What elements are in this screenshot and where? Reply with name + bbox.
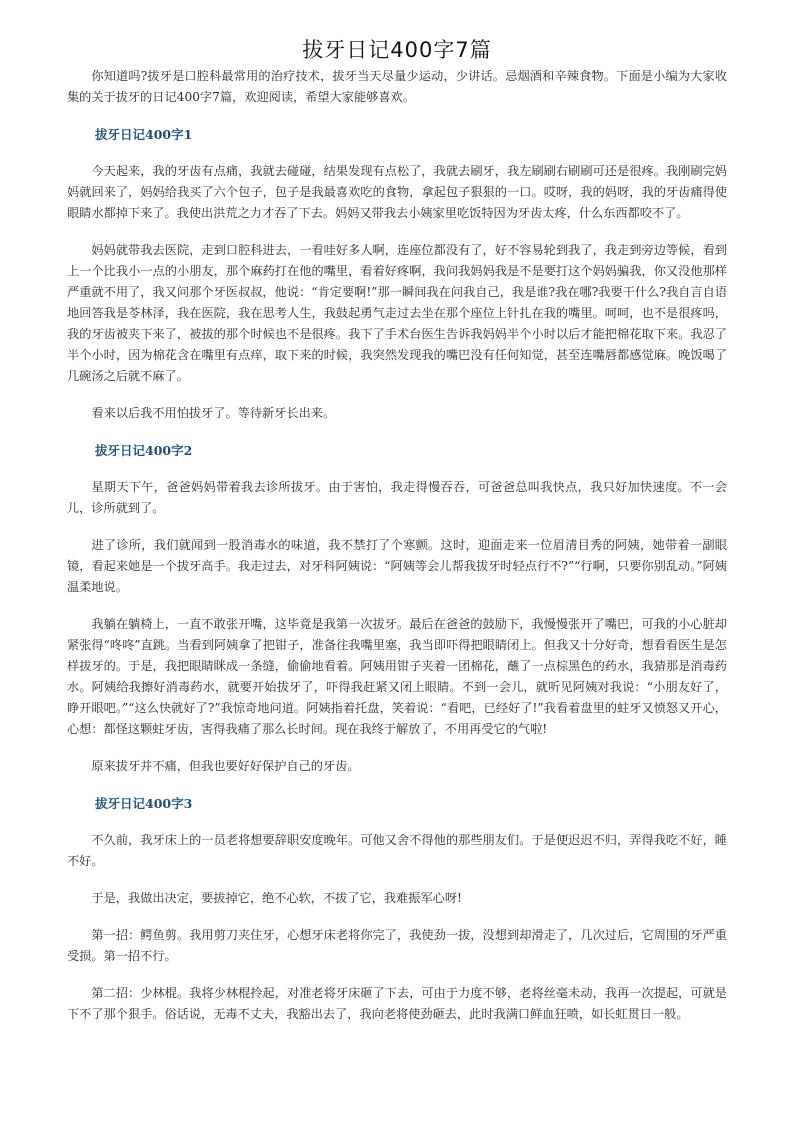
paragraph: 第二招：少林棍。我将少林棍拎起，对准老将牙床砸了下去，可由于力度不够，老将丝毫未动，我再一次提起，可就是下不了那个狠手。俗话说，无毒不丈夫，我豁出去了，我向老将使劲砸去，此时我满口鲜血狂喷，如长虹贯日一般。 bbox=[67, 986, 727, 1021]
document-body bbox=[67, 66, 727, 1041]
paragraph: 今天起来，我的牙齿有点痛，我就去碰碰，结果发现有点松了，我就去刷牙，我左刷刷右刷刷可还是很疼。我刚刷完妈妈就回来了，妈妈给我买了六个包子，包子是我最喜欢吃的食物，拿起包子狠狠的一口。哎呀，我的妈呀，我的牙齿痛得使眼睛水都掉下来了。我使出洪荒之力才吞了下去。妈妈又带我去小姨家里吃饭特因为牙齿太疼，什么东西都咬不了。 bbox=[67, 164, 727, 220]
paragraph: 第一招：鳄鱼剪。我用剪刀夹住牙，心想牙床老将你完了，我使劲一拔，没想到却滑走了，几次过后，它周围的牙严重受损。第一招不行。 bbox=[67, 928, 727, 963]
page-title: 拔牙日记400字7篇 bbox=[302, 38, 492, 62]
paragraph: 于是，我做出决定，要拔掉它，绝不心软，不拔了它，我难振军心呀! bbox=[91, 891, 462, 905]
paragraph: 进了诊所，我们就闻到一股消毒水的味道，我不禁打了个寒颤。这时，迎面走来一位眉清目秀的阿姨，她带着一副眼镜，看起来她是一个拔牙高手。我走过去，对牙科阿姨说：“阿姨等会儿帮我拔牙时轻点行不?”“行啊，只要你别乱动。”阿姨温柔地说。 bbox=[67, 538, 727, 594]
paragraph: 我躺在躺椅上，一直不敢张开嘴，这毕竟是我第一次拔牙。最后在爸爸的鼓励下，我慢慢张开了嘴巴，可我的小心脏却紧张得“咚咚”直跳。当看到阿姨拿了把钳子，准备往我嘴里塞，我当即吓得把眼睛闭上。但我又十分好奇，想看看医生是怎样拔牙的。于是，我把眼睛眯成一条缝，偷偷地看着。阿姨用钳子夹着一团棉花，蘸了一点棕黑色的药水，我猜那是消毒药水。阿姨给我擦好消毒药水，就要开始拔牙了，吓得我赶紧又闭上眼睛。不到一会儿，就听见阿姨对我说：“小朋友好了，睁开眼吧。”“这么快就好了?”我惊奇地问道。阿姨指着托盘，笑着说：“看吧，已经好了!”我看着盘里的蛀牙又愤怒又开心，心想：都怪这颗蛀牙齿，害得我痛了那么长时间。现在我终于解放了，不用再受它的气啦! bbox=[67, 617, 727, 736]
paragraph: 看来以后我不用怕拔牙了。等待新牙长出来。 bbox=[91, 406, 336, 420]
paragraph: 妈妈就带我去医院，走到口腔科进去，一看哇好多人啊，连座位都没有了，好不容易轮到我了，我走到旁边等候，看到上一个比我小一点的小朋友，那个麻药打在他的嘴里，看着好疼啊，我问我妈妈我是不是要打这个妈妈骗我，你又没他那样严重就不用了，我又问那个牙医叔叔，他说：“肯定要啊!”那一瞬间我在问我自己，我是谁?我在哪?我要干什么?我自言自语地回答我是苓林泽，我在医院，我在思考人生，我鼓起勇气走过去坐在那个座位上针扎在我的嘴里。呵呵，也不是很疼吗，我的牙齿被夹下来了，被拔的那个时候也不是很疼。我下了手术台医生告诉我妈妈半个小时以后才能把棉花取下来。我忍了半个小时，因为棉花含在嘴里有点痒，取下来的时候，我突然发现我的嘴巴没有任何知觉，甚至连嘴唇都感觉麻。晚饭喝了几碗汤之后就不麻了。 bbox=[67, 243, 727, 383]
section-heading-1: 拔牙日记400字1 bbox=[95, 127, 193, 142]
section-heading-2: 拔牙日记400字2 bbox=[95, 443, 193, 458]
intro-paragraph: 你知道吗?拔牙是口腔科最常用的治疗技术，拔牙当天尽量少运动，少讲话。忌烟酒和辛辣食物。下面是小编为大家收集的关于拔牙的日记400字7篇，欢迎阅读，希望大家能够喜欢。 bbox=[67, 69, 727, 104]
section-heading-3: 拔牙日记400字3 bbox=[95, 796, 193, 811]
paragraph: 原来拔牙并不痛，但我也要好好保护自己的牙齿。 bbox=[91, 759, 360, 773]
paragraph: 星期天下午，爸爸妈妈带着我去诊所拔牙。由于害怕，我走得慢吞吞，可爸爸总叫我快点，我只好加快速度。不一会儿，诊所就到了。 bbox=[67, 480, 727, 515]
paragraph: 不久前，我牙床上的一员老将想要辞职安度晚年。可他又舍不得他的那些朋友们。于是便迟迟不归，弄得我吃不好，睡不好。 bbox=[67, 833, 727, 868]
